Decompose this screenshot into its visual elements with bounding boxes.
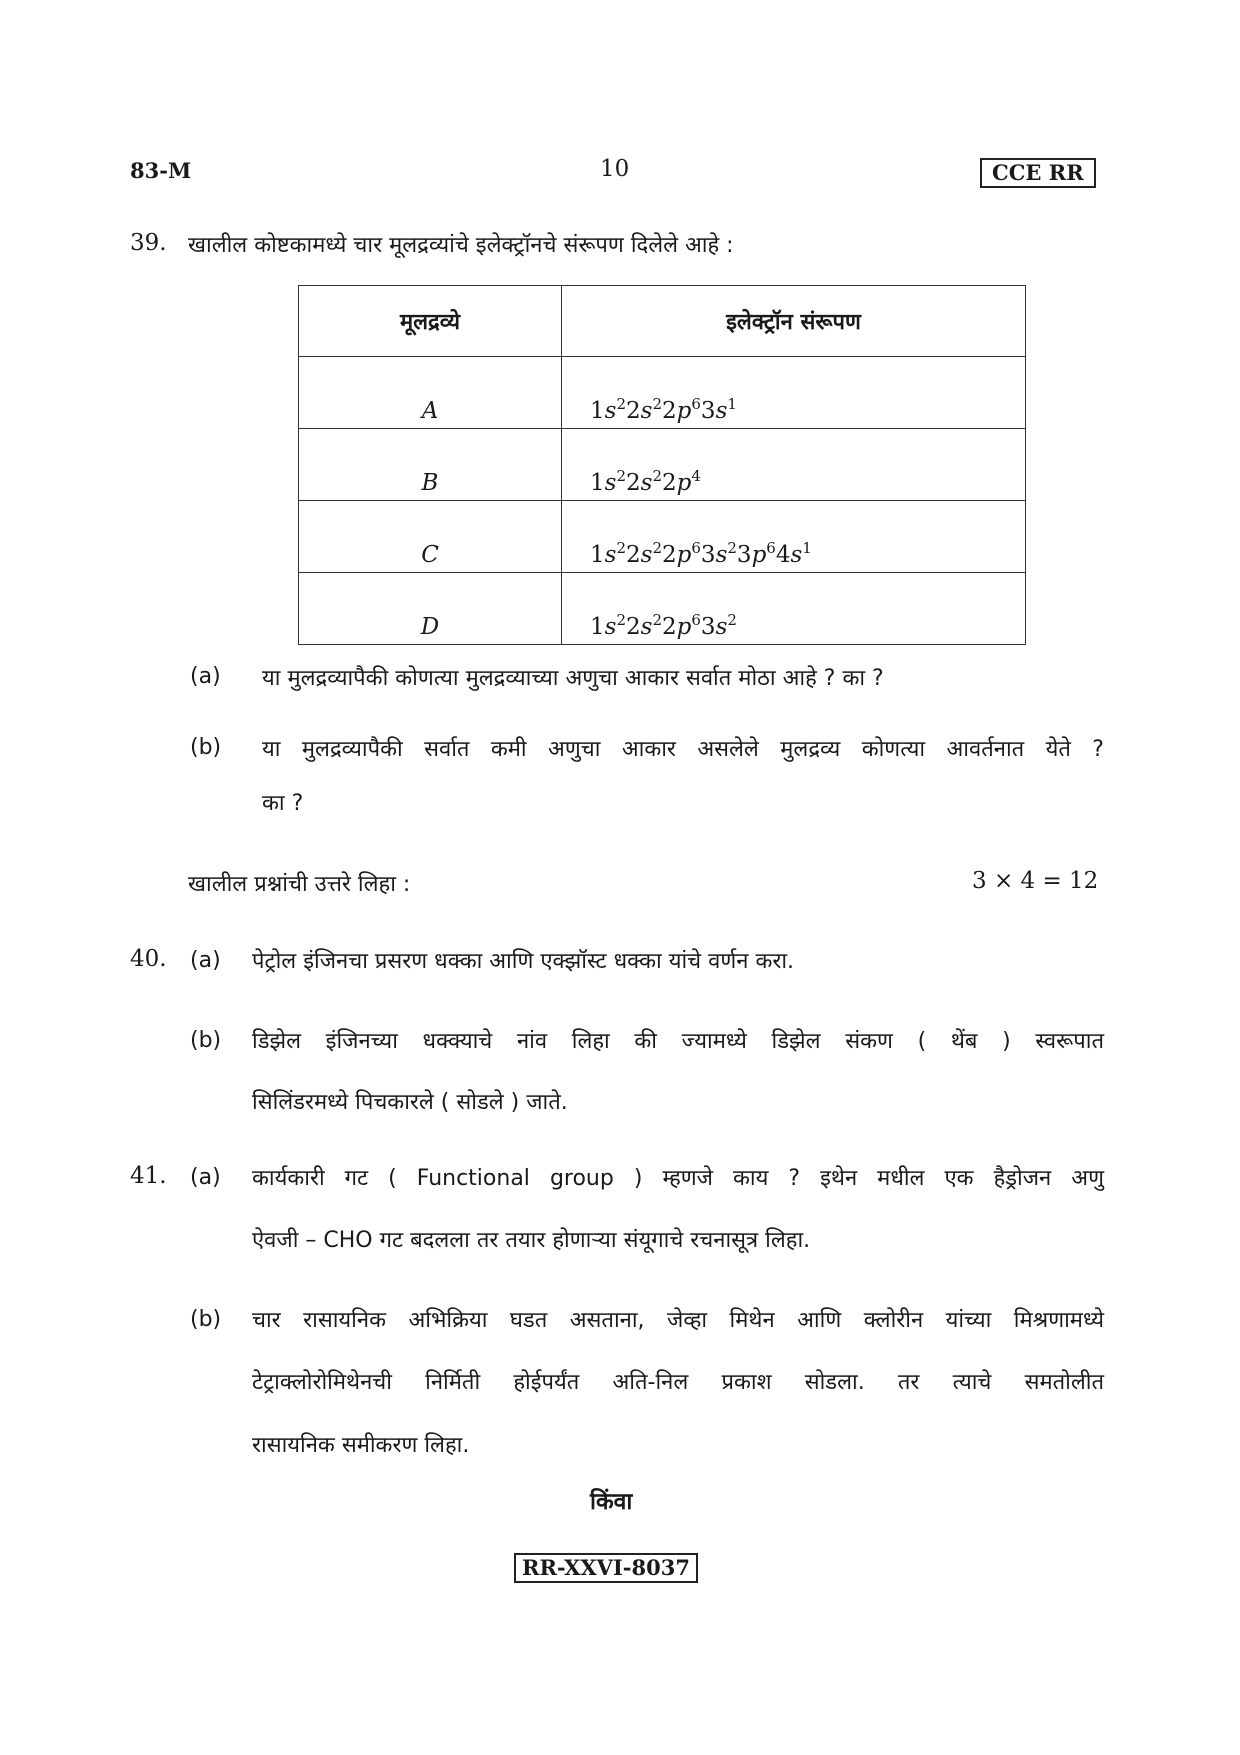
q40-a-text: पेट्रोल इंजिनचा प्रसरण धक्का आणि एक्झॉस्ट धक्का यांचे वर्णन करा. — [252, 949, 795, 974]
q40-b-label: (b) — [190, 1028, 222, 1053]
q41-b-label: (b) — [190, 1307, 222, 1332]
element-cell: B — [299, 429, 562, 501]
config-cell: $1s^22s^22p^63s^1$ — [562, 357, 1026, 429]
table-header-row — [299, 286, 1026, 357]
q41-number: 41. — [130, 1163, 167, 1189]
series-badge: CCE RR — [980, 158, 1096, 188]
booklet-code: RR-XXVI-8037 — [514, 1553, 698, 1583]
q41-b-line3: रासायनिक समीकरण लिहा. — [252, 1433, 470, 1458]
paper-code: 83-M — [130, 158, 192, 183]
q41-a-line1: कार्यकारी गट ( Functional group ) म्हणजे काय ? इथेन मधील एक हैड्रोजन अणु — [252, 1166, 1104, 1191]
q39-prompt: खालील कोष्टकामध्ये चार मूलद्रव्यांचे इलेक्ट्रॉनचे संरूपण दिलेले आहे : — [188, 233, 734, 258]
q40-b-line1: डिझेल इंजिनच्या धक्क्याचे नांव लिहा की ज्यामध्ये डिझेल संकण ( थेंब ) स्वरूपात — [252, 1029, 1104, 1054]
header-elements: मूलद्रव्ये — [299, 286, 562, 357]
page-number: 10 — [600, 156, 630, 182]
element-cell: D — [299, 573, 562, 645]
table-row — [299, 501, 1026, 573]
table-row — [299, 573, 1026, 645]
q39-b-line2: का ? — [262, 791, 304, 816]
q39-b-line1: या मुलद्रव्यापैकी सर्वात कमी अणुचा आकार असलेले मुलद्रव्य कोणत्या आवर्तनात येते ? — [262, 737, 1104, 762]
table-row — [299, 357, 1026, 429]
q41-a-label: (a) — [190, 1165, 221, 1190]
config-cell: $1s^22s^22p^4$ — [562, 429, 1026, 501]
or-separator: किंवा — [590, 1489, 633, 1515]
element-cell: C — [299, 501, 562, 573]
q39-a-text: या मुलद्रव्यापैकी कोणत्या मुलद्रव्याच्या अणुचा आकार सर्वात मोठा आहे ? का ? — [262, 666, 884, 691]
electron-config-table — [298, 285, 1026, 645]
section-marks: 3 × 4 = 12 — [972, 868, 1099, 894]
config-cell: $1s^22s^22p^63s^2$ — [562, 573, 1026, 645]
element-cell: A — [299, 357, 562, 429]
q40-a-label: (a) — [190, 948, 221, 973]
q41-b-line2: टेट्राक्लोरोमिथेनची निर्मिती होईपर्यंत अति-निल प्रकाश सोडला. तर त्याचे समतोलीत — [252, 1370, 1104, 1395]
table-row — [299, 429, 1026, 501]
q39-a-label: (a) — [190, 664, 221, 689]
q40-number: 40. — [130, 946, 167, 972]
header-configuration: इलेक्ट्रॉन संरूपण — [562, 286, 1026, 357]
q40-b-line2: सिलिंडरमध्ये पिचकारले ( सोडले ) जाते. — [252, 1090, 568, 1115]
section-instruction: खालील प्रश्नांची उत्तरे लिहा : — [188, 872, 411, 897]
q41-b-line1: चार रासायनिक अभिक्रिया घडत असताना, जेव्हा मिथेन आणि क्लोरीन यांच्या मिश्रणामध्ये — [252, 1308, 1104, 1333]
q41-a-line2: ऐवजी – CHO गट बदलला तर तयार होणाऱ्या संयूगाचे रचनासूत्र लिहा. — [252, 1228, 811, 1253]
q39-b-label: (b) — [190, 735, 222, 760]
q39-number: 39. — [130, 230, 167, 256]
config-cell: $1s^22s^22p^63s^23p^64s^1$ — [562, 501, 1026, 573]
